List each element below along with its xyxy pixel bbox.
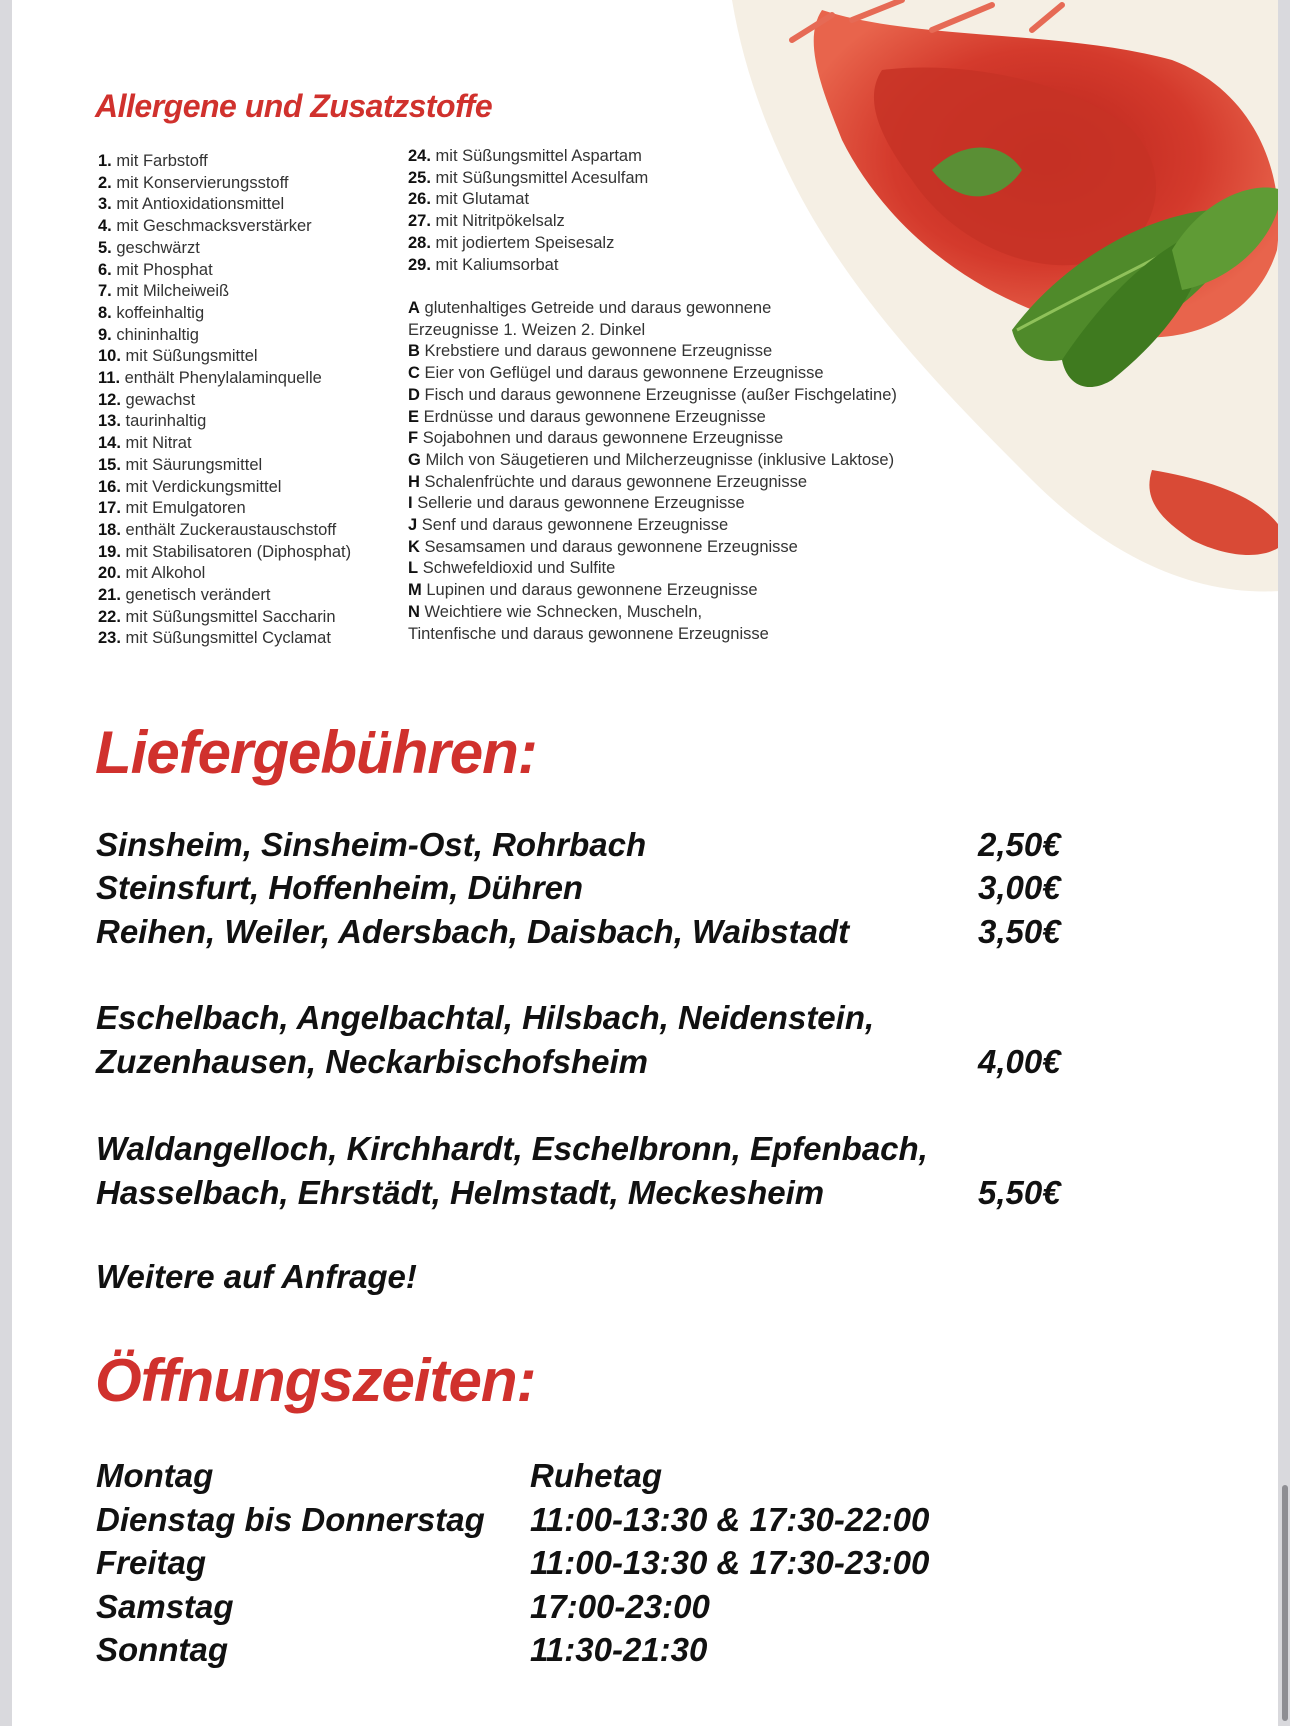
allergen-lettered-list [408,298,897,645]
allergen-item [408,450,897,472]
allergen-item [408,363,897,385]
hours-day: Samstag [96,1587,234,1625]
allergen-code: 12. [98,390,121,409]
hours-time: Ruhetag [530,1457,662,1494]
allergen-text: Sojabohnen und daraus gewonnene Erzeugnisse [422,429,784,448]
allergen-text: Schwefeldioxid und Sulfite [422,559,616,578]
allergen-code: E [408,407,420,426]
allergen-text: Erzeugnisse 1. Weizen 2. Dinkel [408,320,646,339]
delivery-fee-row [96,1127,1076,1214]
delivery-price: 2,50€ [978,826,1061,863]
allergen-code: 3. [98,195,112,214]
allergen-code: 13. [98,412,121,431]
delivery-places: Sinsheim, Sinsheim-Ost, Rohrbach [96,826,647,863]
allergen-text: Schalenfrüchte und daraus gewonnene Erzeugnisse [424,472,808,491]
delivery-places-line: Waldangelloch, Kirchhardt, Eschelbronn, Epfenbach, [96,1130,928,1167]
allergen-text: enthält Phenylalaminquelle [124,369,322,388]
allergen-text: mit Milcheiweiß [116,282,230,301]
allergen-code: C [408,364,420,383]
allergen-code: J [408,516,418,535]
allergen-item [98,216,351,238]
allergen-item [408,168,648,190]
allergen-text: mit Süßungsmittel Saccharin [125,607,336,626]
allergen-item [408,407,897,429]
allergen-numbered-list-right [408,146,648,276]
allergen-text: koffeinhaltig [116,303,205,322]
hours-day: Montag [96,1457,214,1494]
allergen-code: 25. [408,168,431,187]
allergen-item [408,602,897,624]
allergen-code: 23. [98,629,121,648]
allergen-text: mit Antioxidationsmittel [116,195,285,214]
allergen-text: geschwärzt [116,238,200,257]
allergen-text: Weichtiere wie Schnecken, Muscheln, [424,602,703,621]
allergen-text: Sellerie und daraus gewonnene Erzeugnisse [417,494,745,513]
allergen-item [98,390,351,412]
allergen-text: mit Phosphat [116,260,213,279]
allergen-code: B [408,342,420,361]
delivery-fee-row [96,996,1076,1083]
allergen-code: D [408,385,420,404]
allergen-text: Tintenfische und daraus gewonnene Erzeugnisse [408,624,769,643]
allergen-code: 19. [98,542,121,561]
allergen-item [98,455,351,477]
allergen-text: Krebstiere und daraus gewonnene Erzeugnisse [424,342,773,361]
allergen-item [98,151,351,173]
opening-hours-title: Öffnungszeiten: [95,1347,536,1414]
allergen-text: mit Emulgatoren [125,499,246,518]
allergen-code: L [408,559,419,578]
allergen-text: mit Stabilisatoren (Diphosphat) [125,542,352,561]
allergen-item [98,325,351,347]
allergen-text: Erdnüsse und daraus gewonnene Erzeugnisse [423,407,766,426]
allergen-code: 17. [98,499,121,518]
allergen-item [98,628,351,650]
allergen-text: mit jodiertem Speisesalz [435,233,615,252]
allergen-text: mit Süßungsmittel Acesulfam [435,168,649,187]
allergen-item [408,624,897,646]
allergen-code: 26. [408,190,431,209]
delivery-price: 4,00€ [978,1042,1061,1080]
hours-row [96,1628,708,1672]
allergen-code: 21. [98,586,121,605]
allergen-code: 29. [408,255,431,274]
allergen-item [98,585,351,607]
hours-row [96,1585,710,1629]
allergen-item [408,515,897,537]
allergen-code: 4. [98,217,112,236]
allergen-code: 28. [408,233,431,252]
allergen-text: mit Säurungsmittel [125,455,263,474]
allergen-code: 1. [98,152,112,170]
delivery-price: 5,50€ [978,1173,1061,1211]
opening-hours-list [96,1454,930,1672]
allergen-text: glutenhaltiges Getreide und daraus gewonnene [424,299,772,317]
delivery-places: Reihen, Weiler, Adersbach, Daisbach, Waibstadt [96,913,850,950]
allergen-code: 5. [98,238,112,257]
allergen-item [98,346,351,368]
allergen-code: G [408,450,421,469]
allergen-code: I [408,494,413,513]
allergen-code: 16. [98,477,121,496]
delivery-fee-row [96,910,1076,954]
allergen-item [98,260,351,282]
delivery-fee-row [96,866,1076,910]
allergen-text: taurinhaltig [125,412,207,431]
allergen-item [98,520,351,542]
allergen-text: mit Konservierungsstoff [116,173,289,192]
allergen-text: mit Nitrat [125,434,192,453]
allergen-code: 9. [98,325,112,344]
allergen-item [98,281,351,303]
delivery-places-line: Hasselbach, Ehrstädt, Helmstadt, Meckesheim [96,1173,825,1211]
allergen-text: mit Alkohol [125,564,206,583]
allergens-title: Allergene und Zusatzstoffe [95,88,493,124]
allergen-text: Eier von Geflügel und daraus gewonnene Erzeugnisse [424,364,824,383]
allergen-code: K [408,537,420,556]
allergen-item [408,146,648,168]
allergen-item [98,498,351,520]
allergen-item [98,477,351,499]
hours-row [96,1498,930,1542]
allergen-item [408,189,648,211]
allergen-text: gewachst [125,390,196,409]
delivery-note: Weitere auf Anfrage! [96,1258,417,1295]
allergen-item [98,411,351,433]
allergen-item [98,542,351,564]
allergen-item [98,368,351,390]
hours-day: Dienstag bis Donnerstag [96,1500,485,1538]
allergen-text: Senf und daraus gewonnene Erzeugnisse [421,516,729,535]
allergen-text: enthält Zuckeraustauschstoff [125,520,337,539]
allergen-item [408,537,897,559]
delivery-fee-row [96,823,1076,867]
allergen-code: 24. [408,147,431,165]
hours-time: 11:30-21:30 [530,1631,708,1669]
allergen-item [98,607,351,629]
allergen-code: 22. [98,607,121,626]
allergen-code: 27. [408,212,431,231]
allergen-numbered-list-left [98,151,351,650]
delivery-price: 3,50€ [978,913,1061,950]
allergen-text: Fisch und daraus gewonnene Erzeugnisse (außer Fischgelatine) [424,385,897,404]
allergen-text: mit Verdickungsmittel [125,477,282,496]
allergen-item [408,428,897,450]
allergen-text: mit Geschmacksverstärker [116,217,312,236]
allergen-text: mit Glutamat [435,190,530,209]
hours-row [96,1541,930,1585]
allergen-item [408,233,648,255]
delivery-fees-title: Liefergebühren: [95,719,537,786]
delivery-places-line: Zuzenhausen, Neckarbischofsheim [96,1042,648,1080]
allergen-code: H [408,472,420,491]
allergen-code: 8. [98,303,112,322]
allergen-item [98,238,351,260]
allergen-code: F [408,429,419,448]
allergen-text: mit Nitritpökelsalz [435,212,565,231]
allergen-code: 11. [98,369,121,388]
allergen-item [98,433,351,455]
hours-time: 11:00-13:30 & 17:30-22:00 [530,1500,930,1538]
allergen-text: Lupinen und daraus gewonnene Erzeugnisse [426,581,758,600]
hours-day: Sonntag [96,1631,228,1669]
allergen-text: mit Farbstoff [116,152,208,170]
allergen-text: mit Süßungsmittel [125,347,258,366]
allergen-code: 18. [98,520,121,539]
allergen-code: 14. [98,434,121,453]
delivery-places: Steinsfurt, Hoffenheim, Dühren [96,869,584,906]
allergen-item [408,493,897,515]
allergen-code: 6. [98,260,112,279]
allergen-text: Milch von Säugetieren und Milcherzeugnisse (inklusive Laktose) [425,450,895,469]
allergen-item [408,298,897,320]
delivery-places-line: Eschelbach, Angelbachtal, Hilsbach, Neidenstein, [96,999,875,1036]
allergen-item [98,303,351,325]
hours-time: 11:00-13:30 & 17:30-23:00 [530,1544,930,1582]
allergen-item [408,558,897,580]
allergen-code: M [408,581,422,600]
hours-time: 17:00-23:00 [530,1587,710,1625]
allergen-code: 7. [98,282,112,301]
allergen-text: Sesamsamen und daraus gewonnene Erzeugnisse [424,537,798,556]
allergen-item [98,194,351,216]
hours-row [96,1454,662,1498]
menu-page [12,0,1278,1726]
delivery-price: 3,00€ [978,869,1061,906]
allergen-code: 15. [98,455,121,474]
allergen-code: 10. [98,347,121,366]
allergen-code: 2. [98,173,112,192]
hours-day: Freitag [96,1544,207,1582]
allergen-item [408,320,897,342]
allergen-item [408,580,897,602]
allergen-text: chininhaltig [116,325,199,344]
allergen-code: 20. [98,564,121,583]
allergen-text: mit Süßungsmittel Aspartam [435,147,642,165]
allergen-text: mit Süßungsmittel Cyclamat [125,629,331,648]
allergen-text: genetisch verändert [125,586,271,605]
allergen-item [408,341,897,363]
allergen-code: N [408,602,420,621]
allergen-code: A [408,299,420,317]
allergen-text: mit Kaliumsorbat [435,255,559,274]
allergen-item [408,255,648,277]
allergen-item [98,563,351,585]
scrollbar-thumb[interactable] [1282,1485,1288,1721]
allergen-item [408,385,897,407]
allergen-item [408,211,648,233]
allergen-item [98,173,351,195]
allergen-item [408,472,897,494]
